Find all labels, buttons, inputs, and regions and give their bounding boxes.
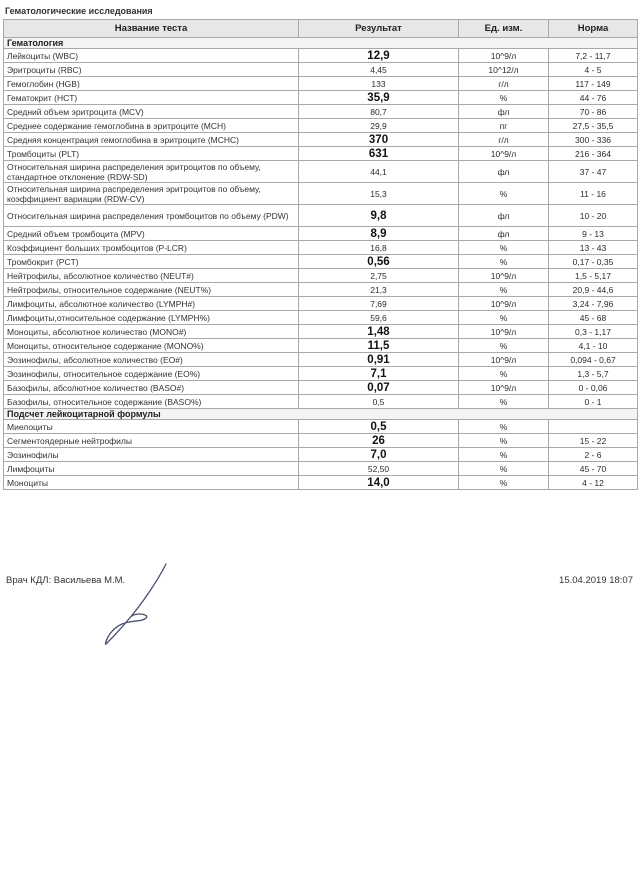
- table-row: [4, 255, 638, 269]
- table-row: [4, 395, 638, 409]
- test-name-cell: Среднее содержание гемоглобина в эритроците (MCH): [4, 119, 299, 133]
- doctor-signature-label: Врач КДЛ: Васильева М.М.: [6, 575, 126, 586]
- table-row: [4, 119, 638, 133]
- norm-cell: 13 - 43: [549, 241, 638, 255]
- test-name-cell: Лимфоциты: [4, 462, 299, 476]
- result-cell: 14,0: [299, 476, 459, 490]
- norm-cell: 11 - 16: [549, 183, 638, 205]
- test-name-cell: Коэффициент больших тромбоцитов (P-LCR): [4, 241, 299, 255]
- test-name-cell: Моноциты: [4, 476, 299, 490]
- test-name-cell: Миелоциты: [4, 420, 299, 434]
- norm-cell: 0 - 1: [549, 395, 638, 409]
- unit-cell: 10^9/л: [459, 381, 549, 395]
- handwritten-signature: [98, 560, 178, 650]
- norm-cell: 9 - 13: [549, 227, 638, 241]
- result-cell: 1,48: [299, 325, 459, 339]
- norm-cell: 4 - 5: [549, 63, 638, 77]
- header-unit: Ед. изм.: [459, 20, 549, 38]
- test-name-cell: Тромбокрит (PCT): [4, 255, 299, 269]
- result-cell: 16,8: [299, 241, 459, 255]
- norm-cell: 0 - 0,06: [549, 381, 638, 395]
- test-name-cell: Гематокрит (HCT): [4, 91, 299, 105]
- result-cell: 15,3: [299, 183, 459, 205]
- norm-cell: 27,5 - 35,5: [549, 119, 638, 133]
- table-body: [4, 38, 638, 490]
- norm-cell: 44 - 76: [549, 91, 638, 105]
- result-cell: 12,9: [299, 49, 459, 63]
- norm-cell: 1,5 - 5,17: [549, 269, 638, 283]
- norm-cell: 3,24 - 7,96: [549, 297, 638, 311]
- test-name-cell: Базофилы, относительное содержание (BASO%): [4, 395, 299, 409]
- norm-cell: 4 - 12: [549, 476, 638, 490]
- result-cell: 0,5: [299, 420, 459, 434]
- norm-cell: 0,094 - 0,67: [549, 353, 638, 367]
- unit-cell: г/л: [459, 133, 549, 147]
- norm-cell: 1,3 - 5,7: [549, 367, 638, 381]
- table-row: [4, 297, 638, 311]
- table-row: [4, 227, 638, 241]
- test-name-cell: Базофилы, абсолютное количество (BASO#): [4, 381, 299, 395]
- section-header-row: [4, 409, 638, 420]
- norm-cell: 70 - 86: [549, 105, 638, 119]
- result-cell: 59,6: [299, 311, 459, 325]
- header-norm: Норма: [549, 20, 638, 38]
- unit-cell: пг: [459, 119, 549, 133]
- table-row: [4, 161, 638, 183]
- table-row: [4, 205, 638, 227]
- result-cell: 0,91: [299, 353, 459, 367]
- document-title: Гематологические исследования: [5, 6, 153, 16]
- unit-cell: %: [459, 420, 549, 434]
- test-name-cell: Эозинофилы: [4, 448, 299, 462]
- test-name-cell: Относительная ширина распределения тромбоцитов по объему (PDW): [4, 205, 299, 227]
- norm-cell: 45 - 68: [549, 311, 638, 325]
- test-name-cell: Средняя концентрация гемоглобина в эритроците (MCHC): [4, 133, 299, 147]
- table-row: [4, 476, 638, 490]
- result-cell: 7,0: [299, 448, 459, 462]
- unit-cell: %: [459, 255, 549, 269]
- test-name-cell: Тромбоциты (PLT): [4, 147, 299, 161]
- table-row: [4, 434, 638, 448]
- result-cell: 7,69: [299, 297, 459, 311]
- unit-cell: %: [459, 241, 549, 255]
- unit-cell: 10^12/л: [459, 63, 549, 77]
- result-cell: 0,56: [299, 255, 459, 269]
- norm-cell: [549, 420, 638, 434]
- norm-cell: 117 - 149: [549, 77, 638, 91]
- unit-cell: 10^9/л: [459, 147, 549, 161]
- table-row: [4, 283, 638, 297]
- norm-cell: 7,2 - 11,7: [549, 49, 638, 63]
- table-row: [4, 269, 638, 283]
- table-row: [4, 325, 638, 339]
- unit-cell: %: [459, 434, 549, 448]
- table-row: [4, 77, 638, 91]
- test-name-cell: Моноциты, относительное содержание (MONO%): [4, 339, 299, 353]
- table-row: [4, 91, 638, 105]
- table-row: [4, 105, 638, 119]
- table-row: [4, 462, 638, 476]
- test-name-cell: Относительная ширина распределения эритроцитов по объему, коэффициент вариации (RDW-CV): [4, 183, 299, 205]
- result-cell: 21,3: [299, 283, 459, 297]
- norm-cell: 4,1 - 10: [549, 339, 638, 353]
- results-table: [3, 19, 638, 490]
- unit-cell: 10^9/л: [459, 297, 549, 311]
- result-cell: 9,8: [299, 205, 459, 227]
- result-cell: 631: [299, 147, 459, 161]
- norm-cell: 10 - 20: [549, 205, 638, 227]
- table-row: [4, 147, 638, 161]
- test-name-cell: Лимфоциты, абсолютное количество (LYMPH#): [4, 297, 299, 311]
- unit-cell: %: [459, 311, 549, 325]
- test-name-cell: Нейтрофилы, абсолютное количество (NEUT#): [4, 269, 299, 283]
- table-row: [4, 311, 638, 325]
- unit-cell: 10^9/л: [459, 49, 549, 63]
- unit-cell: фл: [459, 105, 549, 119]
- unit-cell: %: [459, 283, 549, 297]
- header-test-name: Название теста: [4, 20, 299, 38]
- test-name-cell: Лейкоциты (WBC): [4, 49, 299, 63]
- table-row: [4, 420, 638, 434]
- unit-cell: фл: [459, 227, 549, 241]
- norm-cell: 300 - 336: [549, 133, 638, 147]
- result-cell: 0,5: [299, 395, 459, 409]
- unit-cell: 10^9/л: [459, 325, 549, 339]
- result-cell: 133: [299, 77, 459, 91]
- table-row: [4, 63, 638, 77]
- test-name-cell: Лимфоциты,относительное содержание (LYMPH%): [4, 311, 299, 325]
- test-name-cell: Средний объем тромбоцита (MPV): [4, 227, 299, 241]
- test-name-cell: Моноциты, абсолютное количество (MONO#): [4, 325, 299, 339]
- norm-cell: 20,9 - 44,6: [549, 283, 638, 297]
- result-cell: 44,1: [299, 161, 459, 183]
- test-name-cell: Относительная ширина распределения эритроцитов по объему, стандартное отклонение (RDW-SD): [4, 161, 299, 183]
- norm-cell: 37 - 47: [549, 161, 638, 183]
- norm-cell: 15 - 22: [549, 434, 638, 448]
- table-row: [4, 133, 638, 147]
- result-cell: 80,7: [299, 105, 459, 119]
- unit-cell: %: [459, 476, 549, 490]
- result-cell: 26: [299, 434, 459, 448]
- result-cell: 35,9: [299, 91, 459, 105]
- unit-cell: %: [459, 448, 549, 462]
- norm-cell: 0,3 - 1,17: [549, 325, 638, 339]
- result-cell: 4,45: [299, 63, 459, 77]
- table-header-row: [4, 20, 638, 38]
- section-title: Подсчет лейкоцитарной формулы: [4, 409, 638, 420]
- unit-cell: %: [459, 395, 549, 409]
- test-name-cell: Эозинофилы, относительное содержание (EO%): [4, 367, 299, 381]
- table-row: [4, 49, 638, 63]
- table-row: [4, 448, 638, 462]
- unit-cell: %: [459, 339, 549, 353]
- unit-cell: 10^9/л: [459, 269, 549, 283]
- test-name-cell: Нейтрофилы, относительное содержание (NEUT%): [4, 283, 299, 297]
- report-date: 15.04.2019 18:07: [559, 575, 633, 586]
- test-name-cell: Эозинофилы, абсолютное количество (EO#): [4, 353, 299, 367]
- table-row: [4, 339, 638, 353]
- section-title: Гематология: [4, 38, 638, 49]
- result-cell: 29,9: [299, 119, 459, 133]
- test-name-cell: Сегментоядерные нейтрофилы: [4, 434, 299, 448]
- test-name-cell: Эритроциты (RBC): [4, 63, 299, 77]
- unit-cell: 10^9/л: [459, 353, 549, 367]
- table-row: [4, 183, 638, 205]
- header-result: Результат: [299, 20, 459, 38]
- unit-cell: фл: [459, 205, 549, 227]
- unit-cell: г/л: [459, 77, 549, 91]
- table-row: [4, 367, 638, 381]
- norm-cell: 216 - 364: [549, 147, 638, 161]
- test-name-cell: Средний объем эритроцита (MCV): [4, 105, 299, 119]
- result-cell: 7,1: [299, 367, 459, 381]
- result-cell: 370: [299, 133, 459, 147]
- unit-cell: %: [459, 91, 549, 105]
- result-cell: 8,9: [299, 227, 459, 241]
- result-cell: 11,5: [299, 339, 459, 353]
- unit-cell: фл: [459, 161, 549, 183]
- result-cell: 0,07: [299, 381, 459, 395]
- norm-cell: 2 - 6: [549, 448, 638, 462]
- unit-cell: %: [459, 462, 549, 476]
- table-row: [4, 381, 638, 395]
- result-cell: 52,50: [299, 462, 459, 476]
- section-header-row: [4, 38, 638, 49]
- test-name-cell: Гемоглобин (HGB): [4, 77, 299, 91]
- table-row: [4, 353, 638, 367]
- unit-cell: %: [459, 183, 549, 205]
- norm-cell: 45 - 70: [549, 462, 638, 476]
- table-row: [4, 241, 638, 255]
- norm-cell: 0,17 - 0,35: [549, 255, 638, 269]
- unit-cell: %: [459, 367, 549, 381]
- result-cell: 2,75: [299, 269, 459, 283]
